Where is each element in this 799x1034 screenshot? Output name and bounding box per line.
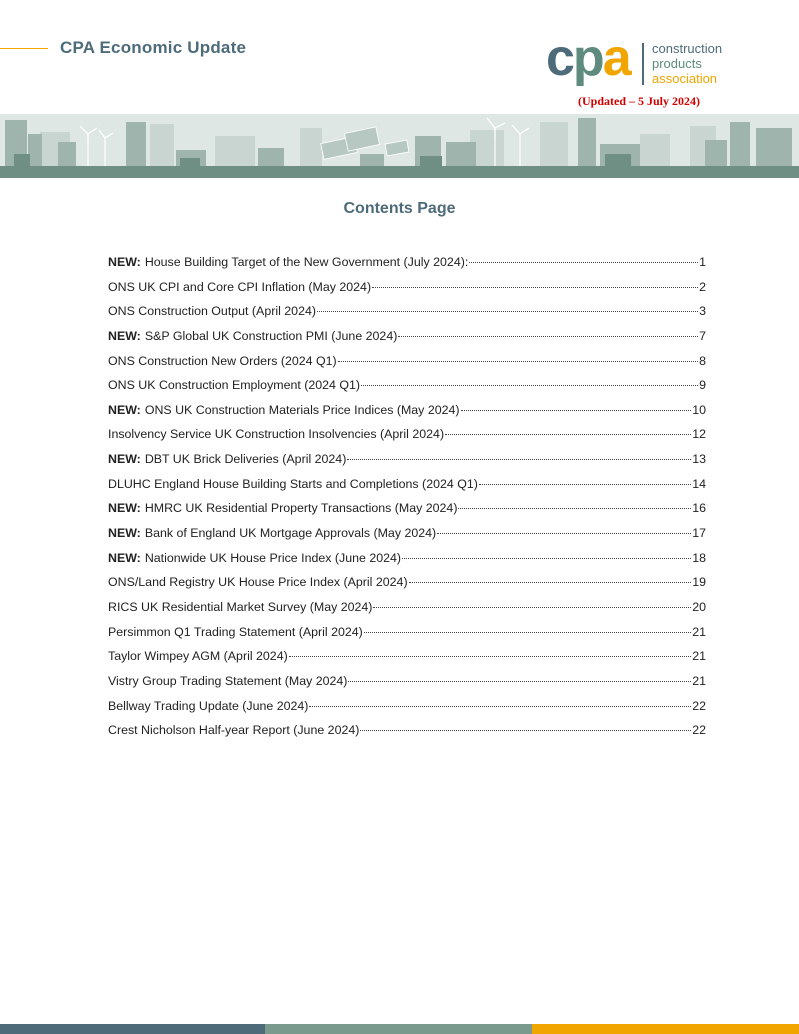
toc-entry-title: Crest Nicholson Half-year Report (June 2024): [108, 723, 360, 738]
logo-letters: cpa: [546, 29, 630, 87]
header-accent-line: [0, 48, 48, 49]
toc-entry[interactable]: [108, 403, 706, 428]
toc-entry-title: ONS Construction New Orders (2024 Q1): [108, 353, 337, 368]
toc-entry[interactable]: [108, 427, 706, 452]
toc-page-number: 22: [692, 698, 706, 713]
cityscape-banner: [0, 114, 799, 178]
toc-entry[interactable]: [108, 255, 706, 280]
dot-leader: [347, 459, 691, 460]
toc-entry-title: Vistry Group Trading Statement (May 2024): [108, 673, 348, 688]
toc-page-number: 10: [692, 402, 706, 417]
toc-entry[interactable]: [108, 551, 706, 576]
toc-entry[interactable]: [108, 329, 706, 354]
toc-entry-title: Bank of England UK Mortgage Approvals (May 2024): [144, 526, 437, 541]
toc-entry[interactable]: [108, 280, 706, 305]
logo-word-construction: construction: [652, 41, 723, 56]
toc-page-number: 21: [692, 624, 706, 639]
toc-page-number: 12: [692, 427, 706, 442]
toc-entry[interactable]: [108, 600, 706, 625]
new-label: NEW:: [108, 255, 141, 269]
cpa-logo: [546, 29, 746, 90]
document-title: CPA Economic Update: [60, 38, 247, 57]
toc-entry-title: HMRC UK Residential Property Transactions (May 2024): [144, 501, 458, 516]
contents-page-title: Contents Page: [343, 200, 456, 217]
new-label: NEW:: [108, 526, 141, 541]
new-label: NEW:: [108, 402, 141, 417]
new-label: NEW:: [108, 452, 141, 467]
new-label: NEW:: [108, 550, 141, 565]
dot-leader: [364, 632, 691, 633]
toc-entry[interactable]: [108, 575, 706, 600]
toc-entry[interactable]: [108, 501, 706, 526]
table-of-contents: [108, 255, 706, 748]
toc-entry-title: RICS UK Residential Market Survey (May 2024): [108, 599, 373, 614]
footer-bar-green: [265, 1024, 532, 1034]
toc-entry[interactable]: [108, 649, 706, 674]
toc-entry[interactable]: [108, 452, 706, 477]
toc-entry[interactable]: [108, 625, 706, 650]
dot-leader: [445, 434, 691, 435]
toc-entry-title: DBT UK Brick Deliveries (April 2024): [144, 452, 347, 467]
toc-entry[interactable]: [108, 699, 706, 724]
dot-leader: [461, 410, 692, 411]
toc-page-number: 19: [692, 575, 706, 590]
toc-page-number: 7: [699, 328, 706, 343]
dot-leader: [372, 287, 698, 288]
toc-entry-title: ONS UK Construction Employment (2024 Q1): [108, 378, 361, 393]
toc-page-number: 22: [692, 723, 706, 738]
logo-word-products: products: [652, 56, 702, 71]
logo-separator: [642, 43, 644, 85]
toc-entry[interactable]: [108, 477, 706, 502]
toc-entry-title: ONS UK Construction Materials Price Indices (May 2024): [144, 402, 460, 417]
toc-page-number: 17: [692, 526, 706, 541]
toc-entry-title: ONS Construction Output (April 2024): [108, 304, 316, 319]
logo-word-association: association: [652, 71, 718, 86]
footer-bar-slate: [0, 1024, 265, 1034]
toc-entry[interactable]: [108, 304, 706, 329]
dot-leader: [373, 607, 691, 608]
footer-bar-orange: [532, 1024, 799, 1034]
toc-page-number: 20: [692, 599, 706, 614]
toc-entry-title: Nationwide UK House Price Index (June 2024): [144, 550, 402, 565]
dot-leader: [309, 706, 691, 707]
toc-entry-title: Bellway Trading Update (June 2024): [108, 698, 309, 713]
toc-page-number: 21: [692, 649, 706, 664]
toc-page-number: 16: [692, 501, 706, 516]
toc-page-number: 13: [692, 452, 706, 467]
toc-entry[interactable]: [108, 674, 706, 699]
dot-leader: [317, 311, 698, 312]
dot-leader: [402, 558, 691, 559]
toc-entry-title: ONS/Land Registry UK House Price Index (April 2024): [108, 575, 408, 590]
toc-entry[interactable]: [108, 723, 706, 748]
dot-leader: [469, 262, 698, 263]
toc-page-number: 18: [692, 550, 706, 565]
dot-leader: [479, 484, 691, 485]
toc-page-number: 14: [692, 476, 706, 491]
toc-entry[interactable]: [108, 378, 706, 403]
new-label: NEW:: [108, 328, 141, 343]
toc-entry-title: Taylor Wimpey AGM (April 2024): [108, 649, 288, 664]
dot-leader: [289, 656, 691, 657]
new-label: NEW:: [108, 501, 141, 516]
toc-entry[interactable]: [108, 354, 706, 379]
toc-entry[interactable]: [108, 526, 706, 551]
toc-page-number: 9: [699, 378, 706, 393]
toc-entry-title: ONS UK CPI and Core CPI Inflation (May 2024): [108, 279, 372, 294]
dot-leader: [437, 533, 691, 534]
toc-entry-title: Persimmon Q1 Trading Statement (April 2024): [108, 624, 363, 639]
dot-leader: [361, 385, 698, 386]
toc-page-number: 2: [699, 279, 706, 294]
toc-entry-title: House Building Target of the New Government (July 2024):: [144, 255, 469, 269]
toc-entry-title: DLUHC England House Building Starts and Completions (2024 Q1): [108, 476, 478, 491]
dot-leader: [458, 508, 691, 509]
toc-page-number: 1: [699, 255, 706, 269]
logo-wordmark: [652, 41, 722, 86]
dot-leader: [360, 730, 691, 731]
toc-page-number: 8: [699, 353, 706, 368]
dot-leader: [409, 582, 692, 583]
dot-leader: [338, 361, 698, 362]
toc-entry-title: S&P Global UK Construction PMI (June 2024): [144, 328, 398, 343]
toc-page-number: 3: [699, 304, 706, 319]
updated-date-note: (Updated – 5 July 2024): [578, 94, 701, 108]
dot-leader: [398, 336, 698, 337]
dot-leader: [348, 681, 691, 682]
toc-entry-title: Insolvency Service UK Construction Insolvencies (April 2024): [108, 427, 445, 442]
toc-page-number: 21: [692, 673, 706, 688]
